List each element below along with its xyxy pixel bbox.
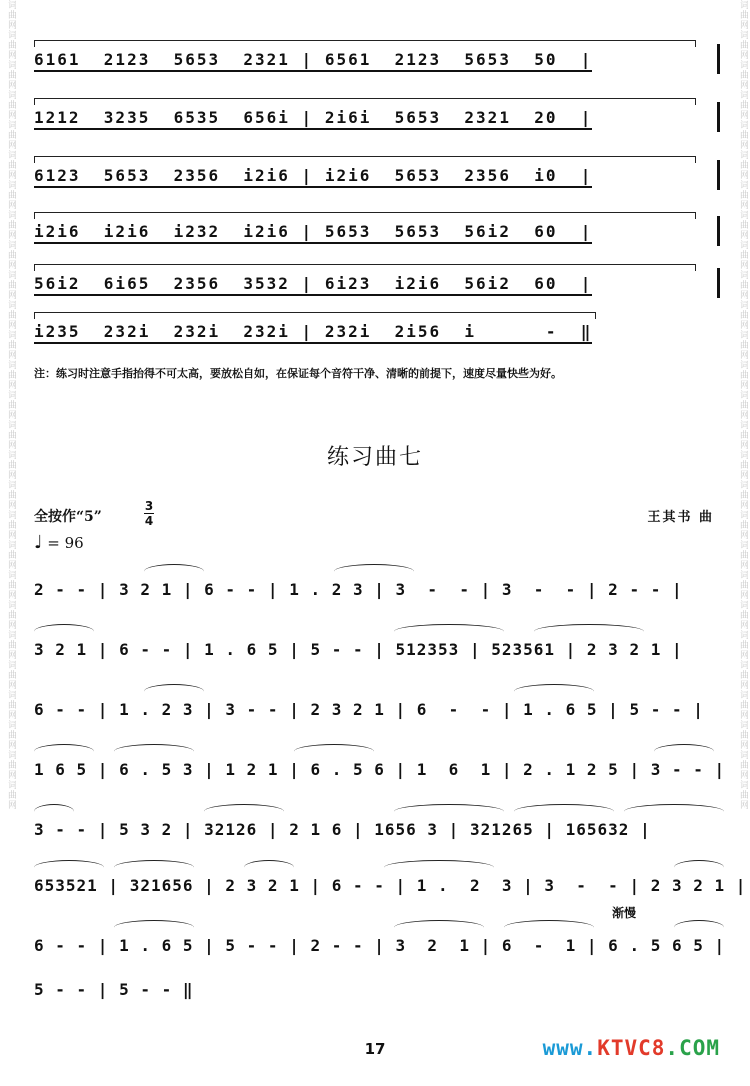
slur-mark xyxy=(674,920,724,935)
score-row-notes: 2 - - | 3 2 1 | 6 - - | 1 . 2 3 | 3 - - | 3 - - | 2 - - | xyxy=(34,580,683,599)
side-watermark-right: 词曲网词曲网词曲网词曲网词曲网词曲网词曲网词曲网词曲网词曲网词曲网词曲网词曲网词曲网词曲网词曲网词曲网词曲网词曲网词曲网词曲网词曲网词曲网词曲网词曲网词曲网词曲网 xyxy=(738,0,748,810)
score-row-notes: 6 - - | 1 . 2 3 | 3 - - | 2 3 2 1 | 6 - - | 1 . 6 5 | 5 - - | xyxy=(34,700,704,719)
site-watermark-name: KTVC8 xyxy=(597,1036,666,1060)
score-line-notes: 6123 5653 2356 i2i6 | i2i6 5653 2356 i0 | xyxy=(34,166,592,188)
score-line xyxy=(30,212,720,252)
expression-marking: 渐慢 xyxy=(612,906,637,920)
slur-mark xyxy=(34,744,94,759)
score-row-notes: 1 6 5 | 6 . 5 3 | 1 2 1 | 6 . 5 6 | 1 6 1 | 2 . 1 2 5 | 3 - - | xyxy=(34,760,726,779)
slur-mark xyxy=(114,744,194,759)
slur-mark xyxy=(514,684,594,699)
score-row xyxy=(34,680,724,730)
score-row xyxy=(34,740,724,790)
score-line-notes: i2i6 i2i6 i232 i2i6 | 5653 5653 56i2 60 | xyxy=(34,222,592,244)
time-signature-bottom: 4 xyxy=(144,514,154,528)
score-row xyxy=(34,916,724,966)
composer-credit: 王其书 曲 xyxy=(647,510,714,525)
slur-mark xyxy=(114,920,194,935)
slur-mark xyxy=(144,564,204,579)
site-watermark-prefix: www. xyxy=(542,1036,598,1060)
score-line-notes: 6161 2123 5653 2321 | 6561 2123 5653 50 | xyxy=(34,50,592,72)
practice-note: 注：练习时注意手指抬得不可太高，要放松自如，在保证每个音符干净、清晰的前提下，速度尽量快些为好。 xyxy=(34,367,562,380)
site-watermark-suffix: .COM xyxy=(665,1036,720,1060)
slur-mark xyxy=(394,920,484,935)
slur-mark xyxy=(34,624,94,639)
score-row-notes: 3 - - | 5 3 2 | 32126 | 2 1 6 | 1656 3 | 321265 | 165632 | xyxy=(34,820,651,839)
tempo-value: = 96 xyxy=(47,534,84,552)
site-watermark xyxy=(543,1036,720,1060)
barline xyxy=(717,216,720,246)
barline xyxy=(717,44,720,74)
slur-mark xyxy=(34,156,696,163)
score-line xyxy=(30,40,720,80)
time-signature xyxy=(144,500,154,527)
barline xyxy=(717,102,720,132)
score-row xyxy=(34,620,724,670)
slur-mark xyxy=(514,804,614,819)
slur-mark xyxy=(34,40,696,47)
score-row-notes: 5 - - | 5 - - ‖ xyxy=(34,980,194,999)
exercise-title: 练习曲七 xyxy=(326,445,423,470)
score-row xyxy=(34,800,724,850)
score-line xyxy=(30,156,720,196)
slur-mark xyxy=(34,860,104,875)
key-signature: 全按作“5” xyxy=(34,509,102,525)
page-number: 17 xyxy=(364,1040,386,1058)
slur-mark xyxy=(294,744,374,759)
score-row xyxy=(34,856,747,906)
score-line-notes: 1212 3235 6535 656i | 2i6i 5653 2321 20 | xyxy=(34,108,592,130)
slur-mark xyxy=(204,804,284,819)
barline xyxy=(717,268,720,298)
tempo-marking xyxy=(34,532,84,553)
side-watermark-left: 词曲网词曲网词曲网词曲网词曲网词曲网词曲网词曲网词曲网词曲网词曲网词曲网词曲网词曲网词曲网词曲网词曲网词曲网词曲网词曲网词曲网词曲网词曲网词曲网词曲网词曲网词曲网 xyxy=(6,0,16,810)
time-signature-top: 3 xyxy=(144,499,154,513)
score-line-notes: 56i2 6i65 2356 3532 | 6i23 i2i6 56i2 60 | xyxy=(34,274,592,296)
score-line xyxy=(30,98,720,138)
slur-mark xyxy=(34,312,596,319)
slur-mark xyxy=(534,624,644,639)
slur-mark xyxy=(384,860,494,875)
slur-mark xyxy=(624,804,724,819)
slur-mark xyxy=(394,804,504,819)
slur-mark xyxy=(394,624,504,639)
slur-mark xyxy=(34,804,74,819)
score-row xyxy=(34,560,724,610)
slur-mark xyxy=(34,264,696,271)
slur-mark xyxy=(654,744,714,759)
score-line-notes: i235 232i 232i 232i | 232i 2i56 i - ‖ xyxy=(34,322,592,344)
score-row-notes: 3 2 1 | 6 - - | 1 . 6 5 | 5 - - | 512353 | 523561 | 2 3 2 1 | xyxy=(34,640,683,659)
score-row xyxy=(34,960,724,1010)
score-row-notes: 653521 | 321656 | 2 3 2 1 | 6 - - | 1 . 2 3 | 3 - - | 2 3 2 1 | xyxy=(34,876,747,895)
slur-mark xyxy=(674,860,724,875)
slur-mark xyxy=(504,920,594,935)
slur-mark xyxy=(34,212,696,219)
slur-mark xyxy=(114,860,194,875)
slur-mark xyxy=(334,564,414,579)
score-line xyxy=(30,312,720,352)
slur-mark xyxy=(34,98,696,105)
barline xyxy=(717,160,720,190)
score-line xyxy=(30,264,720,304)
score-row-notes: 6 - - | 1 . 6 5 | 5 - - | 2 - - | 3 2 1 | 6 - 1 | 6 . 5 6 5 | xyxy=(34,936,726,955)
slur-mark xyxy=(244,860,294,875)
slur-mark xyxy=(144,684,204,699)
quarter-note-icon: ♩ xyxy=(34,532,43,553)
